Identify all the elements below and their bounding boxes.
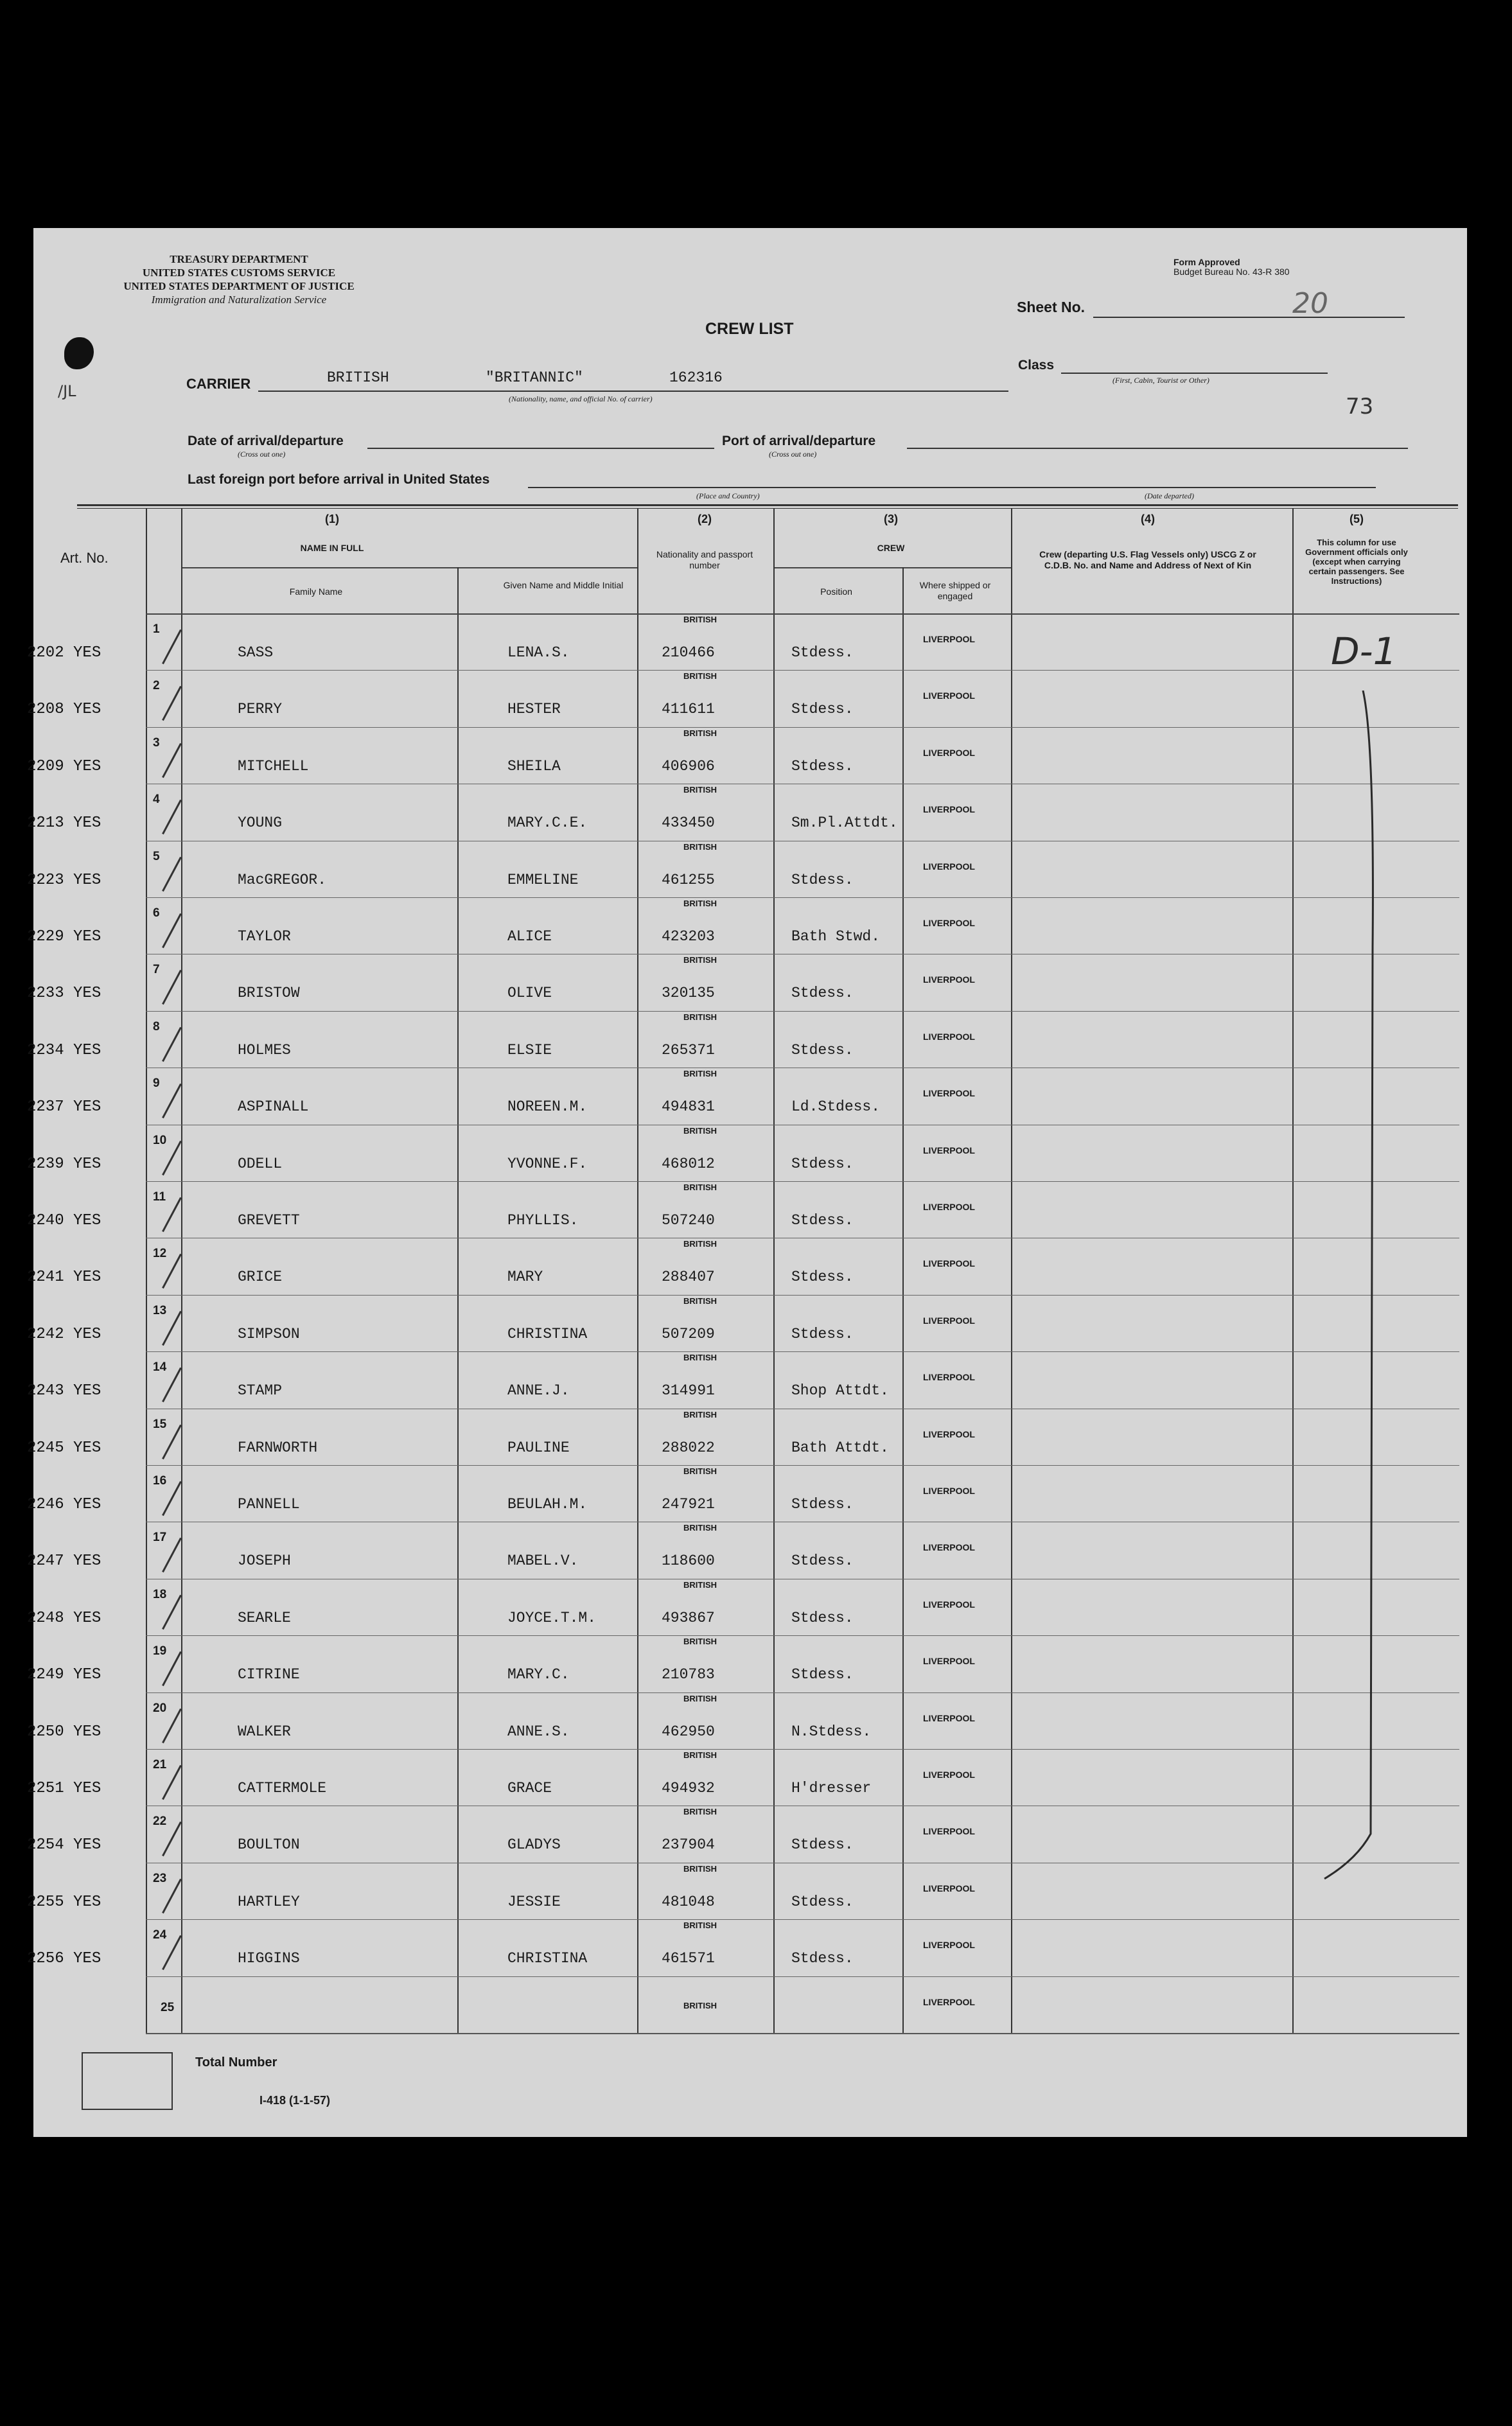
art-no: 2209 YES — [27, 757, 101, 775]
passport-number: 411611 — [662, 701, 715, 718]
given-name: SHEILA — [507, 757, 561, 775]
ink-blot — [64, 337, 94, 369]
position: Stdess. — [791, 1893, 854, 1910]
given-name: CHRISTINA — [507, 1950, 588, 1967]
position: Bath Attdt. — [791, 1439, 889, 1456]
nationality: BRITISH — [683, 615, 717, 624]
given-name: YVONNE.F. — [507, 1155, 588, 1172]
row-number: 15 — [153, 1417, 167, 1431]
row-number: 8 — [153, 1019, 160, 1033]
table-top-rule-2 — [77, 508, 1458, 509]
given-name-head: Given Name and Middle Initial — [503, 580, 624, 590]
row-rule — [146, 1011, 1459, 1012]
family-name: PERRY — [238, 701, 283, 718]
nationality: BRITISH — [683, 1693, 717, 1703]
row-number: 19 — [153, 1644, 167, 1658]
given-name: MARY.C. — [507, 1666, 570, 1683]
passport-number: 433450 — [662, 814, 715, 832]
nationality: BRITISH — [683, 1579, 717, 1590]
nationality: BRITISH — [683, 955, 717, 965]
row-rule — [146, 1976, 1459, 1977]
nationality: BRITISH — [683, 1807, 717, 1817]
col3-sub-rule — [773, 567, 1011, 568]
port-label: Port of arrival/departure — [722, 434, 876, 448]
check-tick — [162, 629, 182, 664]
art-no: 2213 YES — [27, 814, 101, 832]
given-name: OLIVE — [507, 985, 552, 1002]
carrier-official-no: 162316 — [669, 369, 723, 386]
nationality: BRITISH — [683, 1523, 717, 1533]
position: Stdess. — [791, 1950, 854, 1967]
passport-number: 210466 — [662, 644, 715, 661]
position: Stdess. — [791, 1269, 854, 1286]
nationality: BRITISH — [683, 899, 717, 908]
passport-number: 265371 — [662, 1041, 715, 1059]
art-no: 2237 YES — [27, 1098, 101, 1116]
carrier-underline — [258, 391, 1008, 392]
row-number: 12 — [153, 1247, 167, 1261]
row-number: 14 — [153, 1360, 167, 1375]
given-name: LENA.S. — [507, 644, 570, 661]
col5-title: This column for use Government officials only (except when carrying certain passengers. See Instructions) — [1305, 538, 1408, 586]
where-shipped: LIVERPOOL — [923, 747, 975, 758]
row-rule — [146, 1749, 1459, 1750]
art-no: 2239 YES — [27, 1155, 101, 1173]
passport-number: 288022 — [662, 1439, 715, 1456]
where-shipped: LIVERPOOL — [923, 1258, 975, 1269]
art-no: 2234 YES — [27, 1041, 101, 1059]
position: H'dresser — [791, 1780, 872, 1797]
position: Bath Stwd. — [791, 928, 881, 945]
family-name: HOLMES — [238, 1041, 291, 1059]
passport-number: 494932 — [662, 1780, 715, 1797]
col-line — [457, 567, 459, 2034]
family-name: BOULTON — [238, 1836, 300, 1854]
art-no: 2245 YES — [27, 1439, 101, 1457]
row-number: 13 — [153, 1303, 167, 1317]
given-name: MARY — [507, 1269, 543, 1286]
where-shipped: LIVERPOOL — [923, 1770, 975, 1780]
nationality: BRITISH — [683, 1466, 717, 1476]
page-title: CREW LIST — [705, 320, 794, 338]
carrier-hint: (Nationality, name, and official No. of carrier) — [509, 394, 653, 403]
position: Stdess. — [791, 985, 854, 1002]
nationality: BRITISH — [683, 1296, 717, 1306]
art-no: 2249 YES — [27, 1666, 101, 1684]
position: Stdess. — [791, 1609, 854, 1626]
art-no: 2247 YES — [27, 1552, 101, 1570]
where-shipped: LIVERPOOL — [923, 1315, 975, 1326]
sheet-underline — [1093, 317, 1405, 318]
position: Stdess. — [791, 1325, 854, 1342]
class-hint: (First, Cabin, Tourist or Other) — [1112, 376, 1209, 385]
where-shipped: LIVERPOOL — [923, 1372, 975, 1383]
given-name: MABEL.V. — [507, 1552, 579, 1570]
date-underline — [367, 448, 714, 449]
row-rule — [146, 1295, 1459, 1296]
where-shipped: LIVERPOOL — [923, 1145, 975, 1156]
family-name: WALKER — [238, 1723, 291, 1740]
given-name: PHYLLIS. — [507, 1212, 579, 1229]
position: Stdess. — [791, 757, 854, 775]
family-name: CITRINE — [238, 1666, 300, 1683]
header-bottom-rule — [146, 613, 1459, 615]
total-box — [82, 2052, 173, 2110]
family-name: BRISTOW — [238, 985, 300, 1002]
where-shipped: LIVERPOOL — [923, 1826, 975, 1837]
art-no: 2251 YES — [27, 1780, 101, 1797]
position: Shop Attdt. — [791, 1382, 889, 1400]
table-top-rule — [77, 504, 1458, 506]
check-tick — [162, 1084, 182, 1118]
where-shipped: LIVERPOOL — [923, 690, 975, 701]
total-label: Total Number — [195, 2055, 277, 2070]
carrier-label: CARRIER — [186, 376, 251, 392]
given-name: CHRISTINA — [507, 1325, 588, 1342]
family-name: MITCHELL — [238, 757, 309, 775]
nationality: BRITISH — [683, 1750, 717, 1760]
art-no: 2250 YES — [27, 1723, 101, 1741]
nationality: BRITISH — [683, 1863, 717, 1874]
art-no: 2254 YES — [27, 1836, 101, 1854]
date-departed-underline — [990, 487, 1376, 488]
form-approved: Form Approved Budget Bureau No. 43-R 380 — [1174, 257, 1290, 277]
where-shipped: LIVERPOOL — [923, 1712, 975, 1723]
dept-line: UNITED STATES DEPARTMENT OF JUSTICE — [123, 280, 355, 292]
art-no: 2256 YES — [27, 1950, 101, 1968]
family-name: ODELL — [238, 1155, 283, 1172]
row-rule — [146, 2033, 1459, 2034]
row-rule — [146, 897, 1459, 898]
stamp-number: 73 — [1346, 394, 1374, 419]
last-port-label: Last foreign port before arrival in United States — [188, 472, 490, 487]
position: Stdess. — [791, 1496, 854, 1513]
check-tick — [162, 970, 182, 1005]
row-number: 6 — [153, 906, 160, 920]
col-line — [637, 508, 638, 2034]
row-number: 21 — [153, 1758, 167, 1771]
row-rule — [146, 1351, 1459, 1352]
check-tick — [162, 913, 182, 948]
col-line — [146, 508, 147, 2034]
where-shipped: LIVERPOOL — [923, 1202, 975, 1212]
date-hint: (Cross out one) — [238, 450, 286, 459]
row-number: 16 — [153, 1474, 167, 1488]
given-name: ELSIE — [507, 1041, 552, 1059]
col1-sub-rule — [181, 567, 637, 568]
art-no: 2241 YES — [27, 1269, 101, 1287]
col3-num: (3) — [884, 513, 898, 525]
dept-line: Immigration and Naturalization Service — [151, 294, 327, 306]
place-hint: (Place and Country) — [696, 491, 760, 500]
row-number: 18 — [153, 1587, 167, 1601]
passport-number: 461255 — [662, 871, 715, 888]
family-name-head: Family Name — [289, 586, 343, 597]
where-shipped: LIVERPOOL — [923, 1542, 975, 1553]
where-shipped: LIVERPOOL — [923, 1940, 975, 1951]
position: Stdess. — [791, 644, 854, 661]
passport-number: 493867 — [662, 1609, 715, 1626]
given-name: MARY.C.E. — [507, 814, 588, 832]
col5-bracket-line — [1312, 690, 1389, 1885]
given-name: PAULINE — [507, 1439, 570, 1456]
passport-number: 507240 — [662, 1212, 715, 1229]
passport-number: 462950 — [662, 1723, 715, 1740]
art-no: 2208 YES — [27, 701, 101, 719]
art-no: 2255 YES — [27, 1893, 101, 1911]
where-shipped-head: Where shipped or engaged — [919, 580, 991, 601]
passport-number: 507209 — [662, 1325, 715, 1342]
date-label: Date of arrival/departure — [188, 434, 344, 448]
nationality: BRITISH — [683, 1409, 717, 1420]
family-name: SEARLE — [238, 1609, 291, 1626]
carrier-name: "BRITANNIC" — [486, 369, 583, 386]
col-line — [773, 508, 775, 2034]
position: Stdess. — [791, 1552, 854, 1570]
art-no: 2202 YES — [27, 644, 101, 662]
row-number: 2 — [153, 679, 160, 693]
given-name: JOYCE.T.M. — [507, 1609, 597, 1626]
passport-number: 210783 — [662, 1666, 715, 1683]
sheet-number: 20 — [1292, 287, 1328, 320]
row-number: 17 — [153, 1531, 167, 1545]
nationality: BRITISH — [683, 1012, 717, 1022]
col4-title: Crew (departing U.S. Flag Vessels only) USCG Z or C.D.B. No. and Name and Address of Next of Kin — [1039, 549, 1256, 570]
passport-number: 237904 — [662, 1836, 715, 1854]
family-name: ASPINALL — [238, 1098, 309, 1116]
nationality: BRITISH — [683, 785, 717, 795]
where-shipped: LIVERPOOL — [923, 918, 975, 928]
nationality: BRITISH — [683, 1921, 717, 1931]
col-line — [902, 567, 904, 2034]
last-port-underline — [528, 487, 997, 488]
art-no: 2242 YES — [27, 1325, 101, 1343]
row-number: 23 — [153, 1871, 167, 1885]
given-name: ANNE.S. — [507, 1723, 570, 1740]
class-underline — [1061, 373, 1328, 374]
art-no: 2243 YES — [27, 1382, 101, 1400]
passport-number: 288407 — [662, 1269, 715, 1286]
row-number: 7 — [153, 963, 160, 977]
where-shipped: LIVERPOOL — [923, 1428, 975, 1439]
given-name: GRACE — [507, 1780, 552, 1797]
art-no: 2240 YES — [27, 1212, 101, 1229]
where-shipped: LIVERPOOL — [923, 861, 975, 872]
passport-number: 406906 — [662, 757, 715, 775]
crew-list-sheet — [27, 228, 1467, 2137]
art-no: 2229 YES — [27, 928, 101, 945]
where-shipped: LIVERPOOL — [923, 1996, 975, 2007]
check-tick — [162, 743, 182, 778]
passport-number: 423203 — [662, 928, 715, 945]
given-name: ALICE — [507, 928, 552, 945]
nationality: BRITISH — [683, 841, 717, 852]
nationality: BRITISH — [683, 1125, 717, 1136]
position: Stdess. — [791, 1041, 854, 1059]
passport-number: 320135 — [662, 985, 715, 1002]
nationality: BRITISH — [683, 1069, 717, 1079]
row-rule — [146, 1181, 1459, 1182]
where-shipped: LIVERPOOL — [923, 1031, 975, 1042]
art-no: 2223 YES — [27, 871, 101, 889]
row-rule — [146, 1692, 1459, 1693]
given-name: HESTER — [507, 701, 561, 718]
position: Stdess. — [791, 701, 854, 718]
col-line — [1011, 508, 1012, 2034]
given-name: JESSIE — [507, 1893, 561, 1910]
nationality: BRITISH — [683, 1182, 717, 1192]
family-name: TAYLOR — [238, 928, 291, 945]
family-name: YOUNG — [238, 814, 283, 832]
col2-title: Nationality and passport number — [656, 549, 753, 570]
col5-annotation: D-1 — [1331, 629, 1397, 673]
position: Sm.Pl.Attdt. — [791, 814, 898, 832]
col5-num: (5) — [1349, 513, 1364, 525]
given-name: GLADYS — [507, 1836, 561, 1854]
col1-title: NAME IN FULL — [300, 543, 364, 553]
family-name: SASS — [238, 644, 274, 661]
check-tick — [162, 686, 182, 721]
position: Stdess. — [791, 1666, 854, 1683]
position: Ld.Stdess. — [791, 1098, 881, 1116]
where-shipped: LIVERPOOL — [923, 974, 975, 985]
col2-num: (2) — [698, 513, 712, 525]
family-name: GRICE — [238, 1269, 283, 1286]
family-name: HIGGINS — [238, 1950, 300, 1967]
family-name: MacGREGOR. — [238, 871, 327, 888]
dept-header — [85, 252, 393, 306]
col1-num: (1) — [325, 513, 339, 525]
row-number: 1 — [153, 622, 160, 636]
passport-number: 314991 — [662, 1382, 715, 1400]
col4-num: (4) — [1141, 513, 1155, 525]
passport-number: 118600 — [662, 1552, 715, 1570]
position-head: Position — [820, 586, 852, 597]
family-name: SIMPSON — [238, 1325, 300, 1342]
passport-number: 481048 — [662, 1893, 715, 1910]
row-number: 25 — [161, 2000, 175, 2014]
row-number: 4 — [153, 793, 160, 807]
row-number: 22 — [153, 1815, 167, 1829]
given-name: ANNE.J. — [507, 1382, 570, 1400]
row-number: 9 — [153, 1077, 160, 1091]
nationality: BRITISH — [683, 1637, 717, 1647]
passport-number: 468012 — [662, 1155, 715, 1172]
col-line — [1292, 508, 1294, 2034]
family-name: JOSEPH — [238, 1552, 291, 1570]
position: N.Stdess. — [791, 1723, 872, 1740]
row-number: 10 — [153, 1133, 167, 1147]
row-number: 5 — [153, 849, 160, 863]
class-label: Class — [1018, 358, 1055, 373]
family-name: FARNWORTH — [238, 1439, 318, 1456]
passport-number: 247921 — [662, 1496, 715, 1513]
form-number: I-418 (1-1-57) — [259, 2094, 331, 2107]
carrier-nationality: BRITISH — [327, 369, 389, 386]
art-no-label: Art. No. — [60, 550, 109, 566]
passport-number: 461571 — [662, 1950, 715, 1967]
check-tick — [162, 800, 182, 834]
family-name: CATTERMOLE — [238, 1780, 327, 1797]
dept-line: TREASURY DEPARTMENT — [170, 253, 308, 265]
where-shipped: LIVERPOOL — [923, 1088, 975, 1099]
sheet-label: Sheet No. — [1017, 299, 1086, 315]
family-name: HARTLEY — [238, 1893, 300, 1910]
row-number: 20 — [153, 1701, 167, 1715]
where-shipped: LIVERPOOL — [923, 634, 975, 644]
where-shipped: LIVERPOOL — [923, 1599, 975, 1610]
dept-line: UNITED STATES CUSTOMS SERVICE — [142, 267, 336, 279]
nationality: BRITISH — [683, 2000, 717, 2010]
given-name: NOREEN.M. — [507, 1098, 588, 1116]
nationality: BRITISH — [683, 1239, 717, 1249]
given-name: EMMELINE — [507, 871, 579, 888]
date-departed-hint: (Date departed) — [1145, 491, 1194, 500]
row-rule — [146, 727, 1459, 728]
family-name: STAMP — [238, 1382, 283, 1400]
position: Stdess. — [791, 1155, 854, 1172]
row-rule — [146, 1635, 1459, 1636]
passport-number: 494831 — [662, 1098, 715, 1116]
clerk-mark: /JL — [58, 382, 76, 400]
family-name: GREVETT — [238, 1212, 300, 1229]
nationality: BRITISH — [683, 671, 717, 681]
where-shipped: LIVERPOOL — [923, 804, 975, 815]
art-no: 2233 YES — [27, 985, 101, 1003]
where-shipped: LIVERPOOL — [923, 1486, 975, 1496]
row-number: 3 — [153, 735, 160, 750]
col3-title: CREW — [877, 543, 905, 553]
row-number: 24 — [153, 1928, 167, 1942]
row-rule — [146, 670, 1459, 671]
port-hint: (Cross out one) — [769, 450, 817, 459]
row-rule — [146, 1465, 1459, 1466]
port-underline — [907, 448, 1408, 449]
where-shipped: LIVERPOOL — [923, 1883, 975, 1894]
check-tick — [162, 856, 182, 891]
nationality: BRITISH — [683, 1353, 717, 1363]
check-tick — [162, 1027, 182, 1062]
position: Stdess. — [791, 1836, 854, 1854]
row-number: 11 — [153, 1190, 166, 1204]
position: Stdess. — [791, 1212, 854, 1229]
position: Stdess. — [791, 871, 854, 888]
art-no: 2248 YES — [27, 1609, 101, 1627]
given-name: BEULAH.M. — [507, 1496, 588, 1513]
row-rule — [146, 1919, 1459, 1920]
nationality: BRITISH — [683, 728, 717, 738]
family-name: PANNELL — [238, 1496, 300, 1513]
art-no: 2246 YES — [27, 1496, 101, 1513]
col-line — [181, 508, 182, 2034]
where-shipped: LIVERPOOL — [923, 1656, 975, 1667]
